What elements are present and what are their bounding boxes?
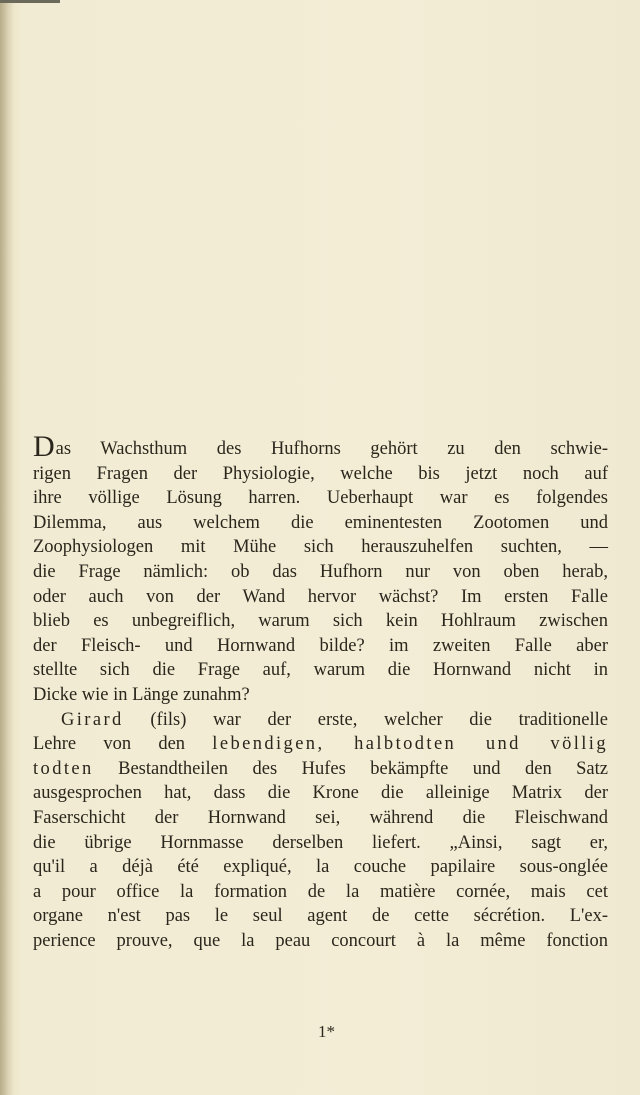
text-line: Dicke wie in Länge zunahm? bbox=[33, 684, 250, 705]
text-line: ausgesprochen hat, dass die Krone die alleinige Matrix der bbox=[33, 783, 608, 804]
text-line: Das Wachsthum des Hufhorns gehört zu den schwie- bbox=[33, 430, 608, 463]
page-edge bbox=[0, 0, 60, 3]
text-line: perience prouve, que la peau concourt à la même fonction bbox=[33, 930, 608, 951]
body-text bbox=[33, 430, 608, 953]
drop-cap: D bbox=[33, 430, 55, 463]
text-line: oder auch von der Wand hervor wächst? Im ersten Falle bbox=[33, 586, 608, 607]
text-line: Lehre von den lebendigen, halbtodten und völlig bbox=[33, 734, 608, 755]
text-line: todten Bestandtheilen des Hufes bekämpfte und den Satz bbox=[33, 758, 608, 779]
text-line: organe n'est pas le seul agent de cette sécrétion. L'ex- bbox=[33, 906, 608, 927]
text-line: rigen Fragen der Physiologie, welche bis jetzt noch auf bbox=[33, 463, 608, 484]
author-name: Girard bbox=[61, 709, 124, 730]
signature-mark: 1* bbox=[318, 1022, 335, 1041]
text-line: Faserschicht der Hornwand sei, während die Fleischwand bbox=[33, 807, 608, 828]
text-line: die Frage nämlich: ob das Hufhorn nur von oben herab, bbox=[33, 561, 608, 582]
text-line: Zoophysiologen mit Mühe sich herauszuhelfen suchten, — bbox=[33, 537, 608, 558]
text-line: ihre völlige Lösung harren. Ueberhaupt war es folgendes bbox=[33, 488, 608, 509]
text-line: Girard (fils) war der erste, welcher die traditionelle bbox=[61, 709, 608, 730]
text-line: a pour office la formation de la matière cornée, mais cet bbox=[33, 881, 608, 902]
text-line: die übrige Hornmasse derselben liefert. „Ainsi, sagt er, bbox=[33, 832, 608, 853]
text-line: Dilemma, aus welchem die eminentesten Zootomen und bbox=[33, 512, 608, 533]
text-line: der Fleisch- und Hornwand bilde? im zweiten Falle aber bbox=[33, 635, 608, 656]
text-line: stellte sich die Frage auf, warum die Hornwand nicht in bbox=[33, 660, 608, 681]
binding-shadow bbox=[0, 0, 14, 1095]
emphasis-text: lebendigen, halbtodten und völlig bbox=[212, 734, 608, 755]
text-line: qu'il a déjà été expliqué, la couche papilaire sous-onglée bbox=[33, 857, 608, 878]
emphasis-text: todten bbox=[33, 758, 94, 779]
text-line: blieb es unbegreiflich, warum sich kein Hohlraum zwischen bbox=[33, 611, 608, 632]
